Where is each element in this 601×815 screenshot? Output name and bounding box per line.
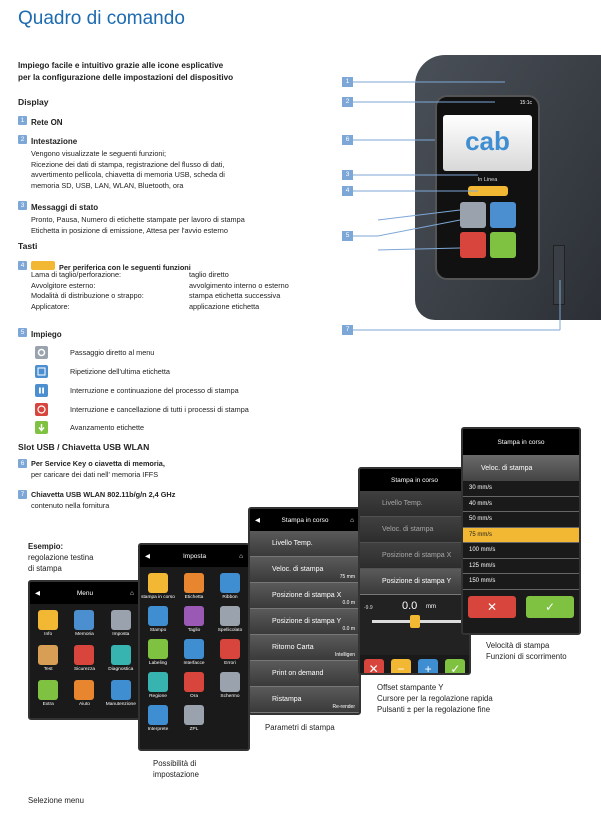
menu-item-memory[interactable]: Memoria xyxy=(66,610,102,637)
param-row[interactable]: Posizione di stampa X 0.0 m xyxy=(250,583,359,609)
param-row[interactable]: Livello Temp. xyxy=(250,531,359,557)
speed-option-selected[interactable]: 75 mm/s xyxy=(463,528,579,544)
menu-item-settings[interactable]: Imposta xyxy=(103,610,139,637)
usb-item-6: 6 Per Service Key o ciavetta di memoria, per caricare dei dati nell' memoria IFFS xyxy=(18,459,165,480)
pause-icon xyxy=(35,384,48,397)
settings-screen: ◀ Imposta ⌂ stampa in corso Etichetta Ribbon Stampo Taglio Spellicolato Labeling Interfacce Errori Regione Ora Schermo Interprete ZPL xyxy=(138,543,250,751)
repeat-label-icon xyxy=(35,365,48,378)
callout-7: 7 xyxy=(342,325,353,335)
confirm-button[interactable]: ✓ xyxy=(445,659,465,675)
usage-item-feed: Avanzamento etichette xyxy=(35,421,144,434)
settings-item-cut[interactable]: Taglio xyxy=(176,606,212,633)
minus-button[interactable]: − xyxy=(391,659,411,675)
keys-heading: Tasti xyxy=(18,241,38,251)
menu-item-help[interactable]: Aiuto xyxy=(66,680,102,707)
menu-item-security[interactable]: Sicurezza xyxy=(66,645,102,672)
offset-slider-panel: -9.9 0.0 mm xyxy=(360,595,469,655)
speed-option[interactable]: 150 mm/s xyxy=(463,574,579,590)
menu-caption: Selezione menu xyxy=(28,796,84,805)
callout-2: 2 xyxy=(342,97,353,107)
usage-item-pause: Interruzione e continuazione del processo di stampa xyxy=(35,384,239,397)
settings-caption: Possibilità di impostazione xyxy=(153,759,199,779)
settings-item-interpreter[interactable]: Interprete xyxy=(140,705,176,732)
menu-item-diagnostics[interactable]: Diagnostica xyxy=(103,645,139,672)
param-row[interactable]: Posizione di stampa Y 0.0 m xyxy=(250,609,359,635)
display-item-1: 1 Rete ON xyxy=(18,112,63,130)
usage-item-menu: Passaggio diretto al menu xyxy=(35,346,154,359)
confirm-button[interactable]: ✓ xyxy=(526,596,574,618)
plus-button[interactable]: + xyxy=(418,659,438,675)
settings-item-zpl[interactable]: ZPL xyxy=(176,705,212,732)
cancel-button[interactable]: ✕ xyxy=(364,659,384,675)
param-row[interactable]: Posizione di stampa Y xyxy=(360,569,469,595)
speed-option[interactable]: 125 mm/s xyxy=(463,559,579,575)
menu-item-info[interactable]: Info xyxy=(30,610,66,637)
settings-item-interfaces[interactable]: Interfacce xyxy=(176,639,212,666)
back-icon[interactable]: ◀ xyxy=(35,590,40,597)
param-row[interactable]: Veloc. di stampa 75 mm xyxy=(250,557,359,583)
settings-item-peel[interactable]: Spellicolato xyxy=(212,606,248,633)
display-item-2: 2 Intestazione Vengono visualizzate le seguenti funzioni; Ricezione dei dati di stampa, registrazione del flusso di dati, avvertimento pellicola, chiavetta di memoria USB, scheda di memoria SD, USB, LAN, WLAN, Bluetooth, ora xyxy=(18,131,225,191)
callout-lines xyxy=(340,70,580,340)
keys-intro: 4 Per periferica con le seguenti funzioni xyxy=(18,257,191,275)
display-heading: Display xyxy=(18,97,49,107)
intro-text: Impiego facile e intuitivo grazie alle icone esplicative per la configurazione delle impostazioni del dispositivo xyxy=(18,61,234,82)
usage-item-cancel: Interruzione e cancellazione di tutti i processi di stampa xyxy=(35,403,249,416)
offset-value: 0.0 xyxy=(402,600,418,612)
params-screen: ◀ Stampa in corso ⌂ Livello Temp. Veloc. di stampa 75 mm Posizione di stampa X 0.0 m Posizione di stampa Y 0.0 m Ritorno Carta Intelligen Print on demand Ristampa Re-render xyxy=(248,507,361,715)
offset-caption: Offset stampante Y Cursore per la regolazione rapida Pulsanti ± per la regolazione fine xyxy=(377,683,493,714)
callout-3: 3 xyxy=(342,170,353,180)
example-caption: Esempio: regolazione testina di stampa xyxy=(28,542,94,573)
settings-item-labeling[interactable]: Labeling xyxy=(140,639,176,666)
peripheral-key-icon xyxy=(31,261,55,270)
display-item-3: 3 Messaggi di stato Pronto, Pausa, Numero di etichette stampate per lavoro di stampa Etichetta in posizione di emissione, Attesa per l'avvio esterno xyxy=(18,197,245,236)
page-title: Quadro di comando xyxy=(18,8,185,29)
speed-header: Veloc. di stampa xyxy=(463,455,579,481)
settings-item-ribbon[interactable]: Ribbon xyxy=(212,573,248,600)
device-header: 15:1c xyxy=(519,100,532,106)
keys-table: Lama di taglio/perforazione: taglio diretto Avvolgitore esterno: avvolgimento interno o esterno Modalità di distribuzione o strappo: stampa etichetta successiva Applicatore: applicazione etichetta xyxy=(31,270,289,311)
cab-logo: cab xyxy=(443,115,532,171)
usage-heading: 5 Impiego xyxy=(18,324,62,342)
callout-1: 1 xyxy=(342,77,353,87)
cancel-button[interactable]: ✕ xyxy=(468,596,516,618)
settings-item-print[interactable]: stampa in corso xyxy=(140,573,176,600)
settings-item-time[interactable]: Ora xyxy=(176,672,212,699)
speed-caption: Velocità di stampa Funzioni di scorrimento xyxy=(486,641,567,661)
offset-slider-handle[interactable] xyxy=(410,615,420,628)
gear-icon xyxy=(35,346,48,359)
settings-item-stamp[interactable]: Stampo xyxy=(140,606,176,633)
settings-item-label[interactable]: Etichetta xyxy=(176,573,212,600)
menu-item-test[interactable]: Test xyxy=(30,645,66,672)
home-icon[interactable]: ⌂ xyxy=(350,516,354,524)
param-row[interactable]: Ristampa Re-render xyxy=(250,687,359,713)
callout-5: 5 xyxy=(342,231,353,241)
speed-screen: Stampa in corso Veloc. di stampa 30 mm/s 40 mm/s 50 mm/s 75 mm/s 100 mm/s 125 mm/s 150 mm/s ✕ ✓ xyxy=(461,427,581,635)
settings-item-region[interactable]: Regione xyxy=(140,672,176,699)
speed-option[interactable]: 30 mm/s xyxy=(463,481,579,497)
device-status: In Linea xyxy=(477,177,498,183)
menu-item-maintenance[interactable]: Manutenzione xyxy=(103,680,139,707)
params-caption: Parametri di stampa xyxy=(265,723,335,732)
callout-4: 4 xyxy=(342,186,353,196)
param-row: Posizione di stampa X xyxy=(360,543,469,569)
speed-option[interactable]: 50 mm/s xyxy=(463,512,579,528)
param-row[interactable]: Ritorno Carta Intelligen xyxy=(250,635,359,661)
home-icon[interactable]: ⌂ xyxy=(130,589,134,597)
menu-screen: ◀ Menu ⌂ Info Memoria Imposta Test Sicurezza Diagnostica Extra Aiuto Manutenzione xyxy=(28,580,141,720)
settings-item-errors[interactable]: Errori xyxy=(212,639,248,666)
speed-option[interactable]: 40 mm/s xyxy=(463,497,579,513)
cancel-icon xyxy=(35,403,48,416)
usb-heading: Slot USB / Chiavetta USB WLAN xyxy=(18,442,150,452)
usage-item-repeat: Ripetizione dell'ultima etichetta xyxy=(35,365,170,378)
param-row: Veloc. di stampa xyxy=(360,517,469,543)
back-icon[interactable]: ◀ xyxy=(255,517,260,524)
param-row[interactable]: Print on demand xyxy=(250,661,359,687)
home-icon[interactable]: ⌂ xyxy=(239,552,243,560)
speed-option[interactable]: 100 mm/s xyxy=(463,543,579,559)
menu-item-extra[interactable]: Extra xyxy=(30,680,66,707)
callout-6: 6 xyxy=(342,135,353,145)
param-row: Livello Temp. xyxy=(360,491,469,517)
feed-down-icon xyxy=(35,421,48,434)
usb-item-7: 7 Chiavetta USB WLAN 802.11b/g/n 2,4 GHz contenuto nella fornitura xyxy=(18,490,175,511)
back-icon[interactable]: ◀ xyxy=(145,553,150,560)
settings-item-screen[interactable]: Schermo xyxy=(212,672,248,699)
offset-screen: Stampa in corso Livello Temp. Veloc. di stampa Posizione di stampa X Posizione di stampa Y -9.9 0.0 mm ✕ − + ✓ xyxy=(358,467,471,675)
